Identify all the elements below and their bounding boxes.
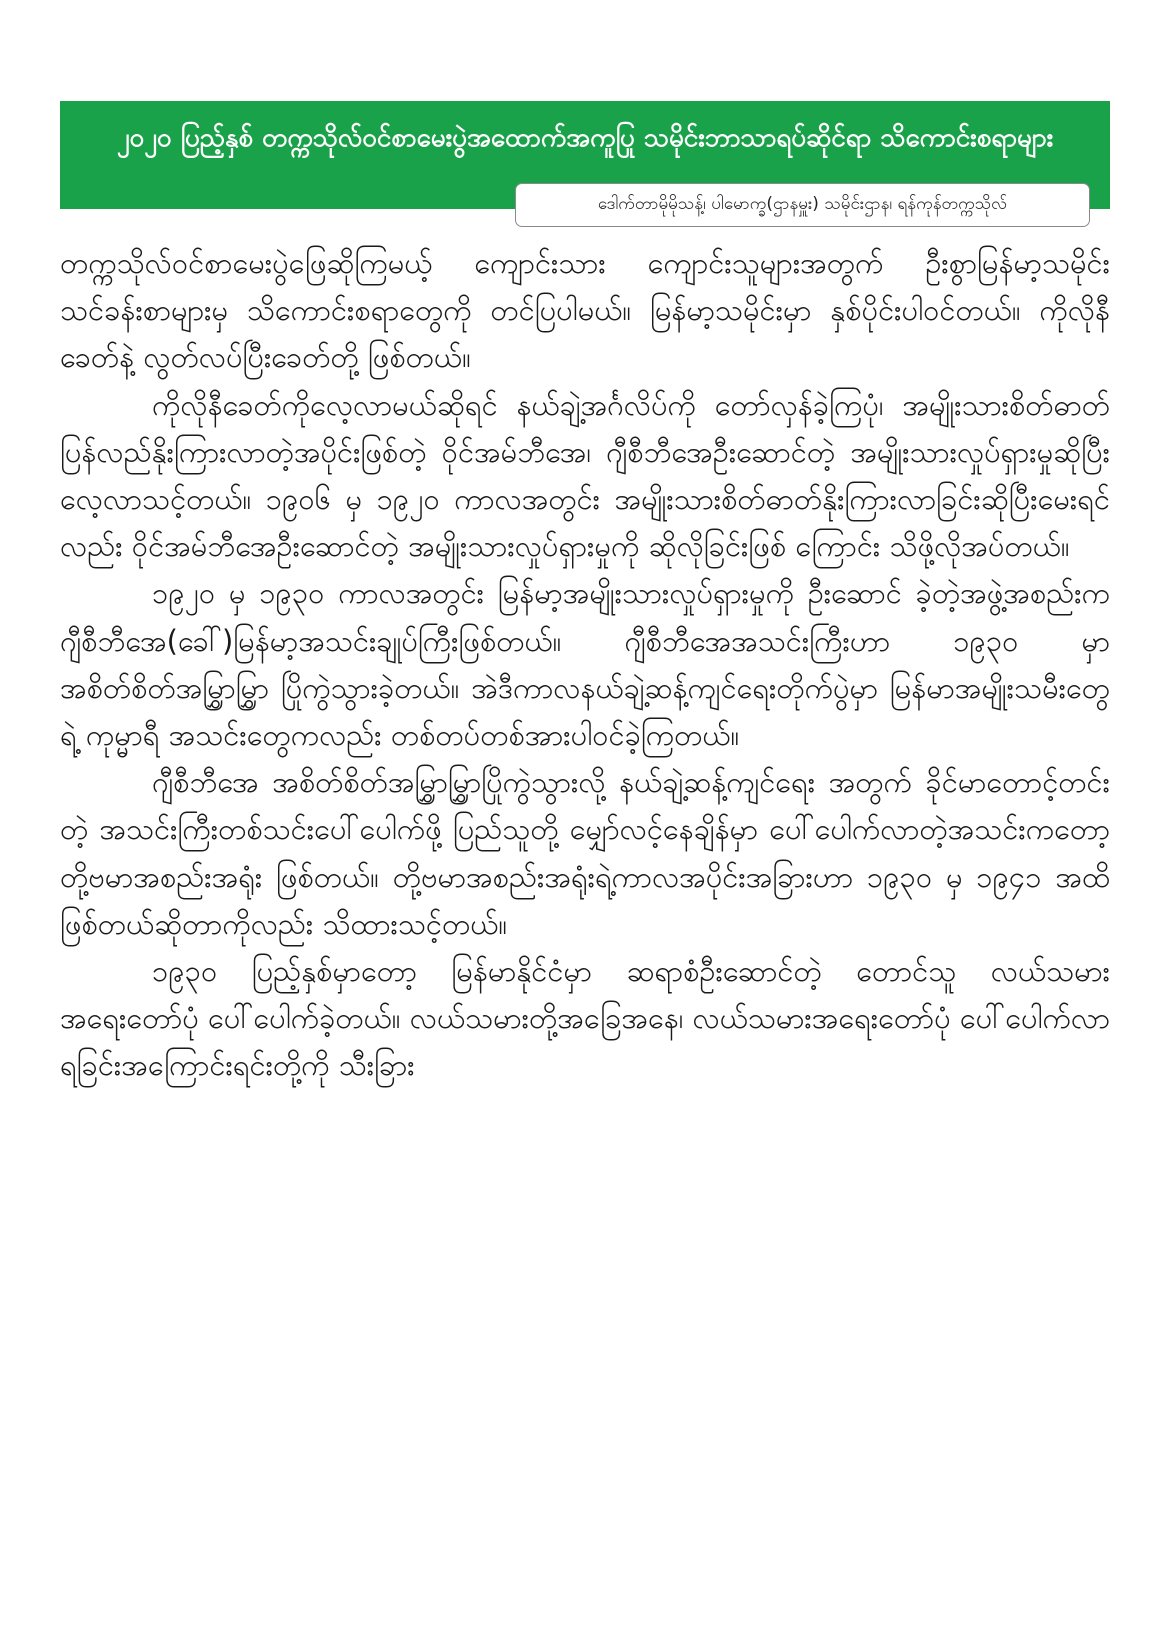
- paragraph-3: ၁၉၂၀ မှ ၁၉၃၀ ကာလအတွင်း မြန်မာ့အမျိုးသားလှုပ်ရှားမှုကို ဦးဆောင် ခဲ့တဲ့အဖွဲ့အစည်းက ဂျီစီဘီအေ(ခေါ်)မြန်မာ့အသင်းချုပ်ကြီးဖြစ်တယ်။ ဂျီစီဘီအေအသင်းကြီးဟာ ၁၉၃၀ မှာ အစိတ်စိတ်အမြွှာမြွှာ ပြိုကွဲသွားခဲ့တယ်။ အဲဒီကာလနယ်ချဲ့ဆန့်ကျင်ရေးတိုက်ပွဲမှာ မြန်မာအမျိုးသမီးတွေရဲ့ ကုမ္မာရီ အသင်းတွေကလည်း တစ်တပ်တစ်အားပါဝင်ခဲ့ကြတယ်။: [60, 576, 1110, 753]
- article-body: [60, 240, 1110, 1090]
- paragraph-4: ဂျီစီဘီအေ အစိတ်စိတ်အမြွှာမြွှာပြိုကွဲသွားလို့ နယ်ချဲ့ဆန့်ကျင်ရေး အတွက် ခိုင်မာတောင့်တင်းတဲ့ အသင်းကြီးတစ်သင်းပေါ်ပေါက်ဖို့ ပြည်သူတို့ မျှော်လင့်နေချိန်မှာ ပေါ်ပေါက်လာတဲ့အသင်းကတော့ တို့ဗမာအစည်းအရုံး ဖြစ်တယ်။ တို့ဗမာအစည်းအရုံးရဲ့ကာလအပိုင်းအခြားဟာ ၁၉၃၀ မှ ၁၉၄၁ အထိဖြစ်တယ်ဆိုတာကိုလည်း သိထားသင့်တယ်။: [60, 765, 1110, 941]
- author-byline: ဒေါက်တာမိုမိုသန့်၊ ပါမောက္ခ(ဌာနမှူး) သမိုင်းဌာန၊ ရန်ကုန်တက္ကသိုလ်: [515, 183, 1090, 227]
- paragraph-1: တက္ကသိုလ်ဝင်စာမေးပွဲဖြေဆိုကြမယ့် ကျောင်းသား ကျောင်းသူများအတွက် ဦးစွာမြန်မာ့သမိုင်း သင်ခန်းစာများမှ သိကောင်းစရာတွေကို တင်ပြပါမယ်။ မြန်မာ့သမိုင်းမှာ နှစ်ပိုင်းပါဝင်တယ်။ ကိုလိုနီခေတ်နဲ့ လွတ်လပ်ပြီးခေတ်တို့ ဖြစ်တယ်။: [60, 246, 1110, 375]
- page-title: ၂၀၂၀ ပြည့်နှစ် တက္ကသိုလ်ဝင်စာမေးပွဲအထောက်အကူပြု သမိုင်းဘာသာရပ်ဆိုင်ရာ သိကောင်းစရာများ: [116, 123, 1054, 153]
- paragraph-2: ကိုလိုနီခေတ်ကိုလေ့လာမယ်ဆိုရင် နယ်ချဲ့အင်္ဂလိပ်ကို တော်လှန်ခဲ့ကြပုံ၊ အမျိုးသားစိတ်ဓာတ် ပြန်လည်နိုးကြားလာတဲ့အပိုင်းဖြစ်တဲ့ ဝိုင်အမ်ဘီအေ၊ ဂျီစီဘီအေဦးဆောင်တဲ့ အမျိုးသားလှုပ်ရှားမှုဆိုပြီး လေ့လာသင့်တယ်။ ၁၉၀၆ မှ ၁၉၂၀ ကာလအတွင်း အမျိုးသားစိတ်ဓာတ်နိုးကြားလာခြင်းဆိုပြီးမေးရင် လည်း ဝိုင်အမ်ဘီအေဦးဆောင်တဲ့ အမျိုးသားလှုပ်ရှားမှုကို ဆိုလိုခြင်းဖြစ် ကြောင်း သိဖို့လိုအပ်တယ်။: [60, 387, 1110, 564]
- paragraph-5: ၁၉၃၀ ပြည့်နှစ်မှာတော့ မြန်မာနိုင်ငံမှာ ဆရာစံဦးဆောင်တဲ့ တောင်သူ လယ်သမားအရေးတော်ပုံ ပေါ်ပေါက်ခဲ့တယ်။ လယ်သမားတို့အခြေအနေ၊ လယ်သမားအရေးတော်ပုံ ပေါ်ပေါက်လာရခြင်းအကြောင်းရင်းတို့ကို သီးခြား: [60, 954, 1110, 1083]
